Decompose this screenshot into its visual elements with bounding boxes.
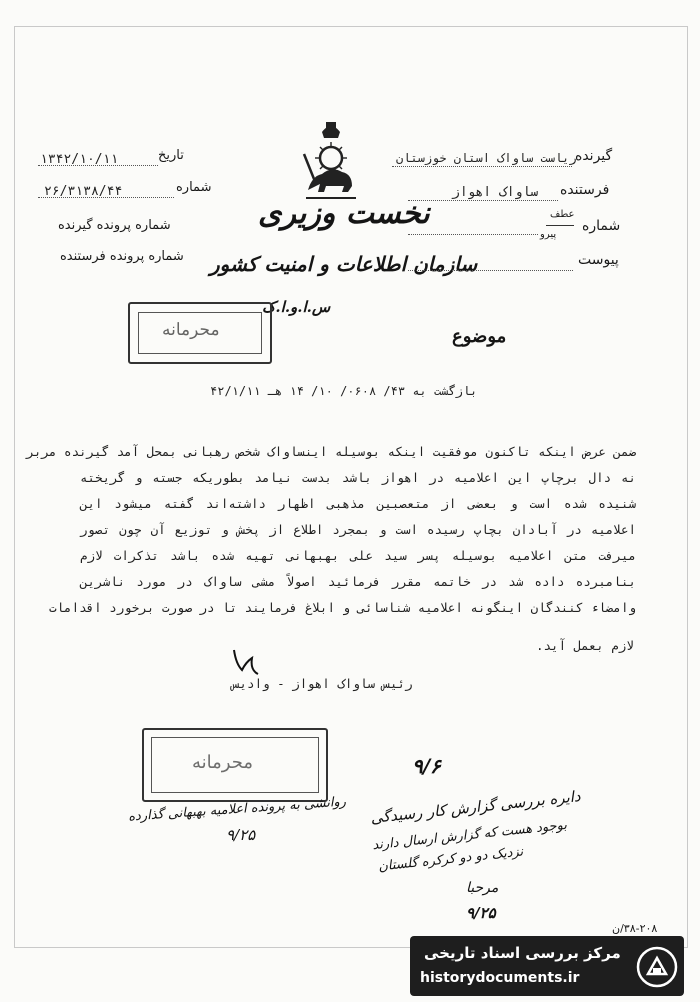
- right-note-line-2: بوجود هست که گزارش ارسال دارند: [371, 817, 568, 854]
- number-line-right: [408, 234, 538, 235]
- archive-footer-watermark: [410, 936, 684, 996]
- subject-stamp-box: [128, 302, 272, 364]
- subject-label: موضوع: [452, 326, 507, 347]
- sender-file-label: شماره پرونده فرستنده: [60, 249, 184, 264]
- organization-name: سازمان اطلاعات و امنیت کشور: [210, 252, 478, 276]
- right-note-line-3: نزدیک دو دو کرکره گلستان: [377, 844, 524, 875]
- right-note-date-top: ۹/۶: [412, 754, 441, 778]
- signature-line: رئیس ساواک اهواز - وادیس: [232, 676, 413, 691]
- body-line-6: بنامبرده داده شد در خاتمه مقرر فرمائید اصولاً مشی ساواک در مورد ناشرین: [80, 574, 636, 589]
- organization-code: س.ا.و.ا.ک: [262, 298, 331, 316]
- ministry-title: نخست وزیری: [258, 196, 430, 231]
- date-value: ۱۳۴۲/۱۰/۱۱: [40, 152, 119, 167]
- recipient-line: [392, 166, 572, 167]
- archive-code: ۳۸-۲۰۸/ن: [612, 922, 658, 935]
- body-line-4: اعلامیه در آبادان بچاپ رسیده است و بمجرد اطلاع از پخش و توزیع آن چون تصور: [80, 522, 636, 537]
- body-line-5: میرفت متن اعلامیه بوسیله پسر سید علی بهبهانی تهیه شده باشد تذکرات لازم: [80, 548, 636, 563]
- footer-url: historydocuments.ir: [420, 970, 580, 986]
- bottom-stamp-text: محرمانه: [192, 752, 253, 773]
- attachment-line: [408, 270, 573, 271]
- attachment-label: پیوست: [578, 252, 619, 268]
- bottom-stamp-box: [142, 728, 328, 802]
- number-value-left: ۲۶/۳۱۳۸/۴۴: [44, 184, 123, 199]
- date-label: تاریخ: [158, 148, 184, 163]
- recipient-label: گیرنده: [575, 148, 613, 164]
- sender-line: [408, 200, 558, 201]
- reference-line: بازگشت به ۴۳/ ۰۶۰۸/ ۱۰/ ۱۴ هـ ۴۲/۱/۱۱: [210, 384, 478, 398]
- number-label-right: شماره: [582, 218, 621, 234]
- body-line-7: وامضاء کنندگان اینگونه اعلامیه شناسائی و ابلاغ فرمایند تا در صورت برخورد اقدامات: [49, 600, 636, 615]
- number-label-left: شماره: [176, 180, 212, 195]
- right-note-line-1: دایره بررسی گزارش کار رسیدگی: [369, 787, 582, 827]
- signature-mark-icon: [228, 646, 268, 678]
- recipient-file-label: شماره پرونده گیرنده: [58, 218, 171, 233]
- body-line-2: نه دال برچاپ این اعلامیه در اهواز باشد بدست نیامد بطوریکه جسته و گریخته: [80, 470, 636, 485]
- body-line-8: لازم بعمل آید.: [536, 638, 634, 653]
- left-note-line: روانشی به پرونده اعلامیه بهبهانی گذارده: [127, 794, 347, 825]
- number-pirow-label: پیرو: [540, 229, 557, 240]
- right-note-line-4: مرحبا: [466, 880, 499, 896]
- number-divider: [546, 225, 574, 226]
- recipient-value: ریاست ساواک استان خوزستان: [396, 151, 577, 165]
- body-line-1: ضمن عرض اینکه تاکنون موفقیت اینکه بوسیله اینساواک شخص رهبانی بمحل آمد گیرنده مربر: [26, 444, 636, 459]
- lion-and-sun-emblem-icon: [296, 118, 366, 204]
- left-note-date: ۹/۲۵: [226, 826, 256, 844]
- right-note-date-bottom: ۹/۲۵: [466, 904, 496, 922]
- sender-value: ساواک اهواز: [452, 185, 539, 200]
- sender-label: فرستنده: [560, 182, 610, 198]
- footer-title: مرکز بررسی اسناد تاریخی: [424, 944, 621, 962]
- number-atf-label: عطف: [550, 209, 575, 220]
- body-line-3: شنیده شده است و بعضی از متعصبین مذهبی اظهار داشته‌اند گفته میشود این: [80, 496, 636, 511]
- subject-stamp-text: محرمانه: [162, 320, 220, 340]
- archive-logo-icon: [636, 946, 678, 988]
